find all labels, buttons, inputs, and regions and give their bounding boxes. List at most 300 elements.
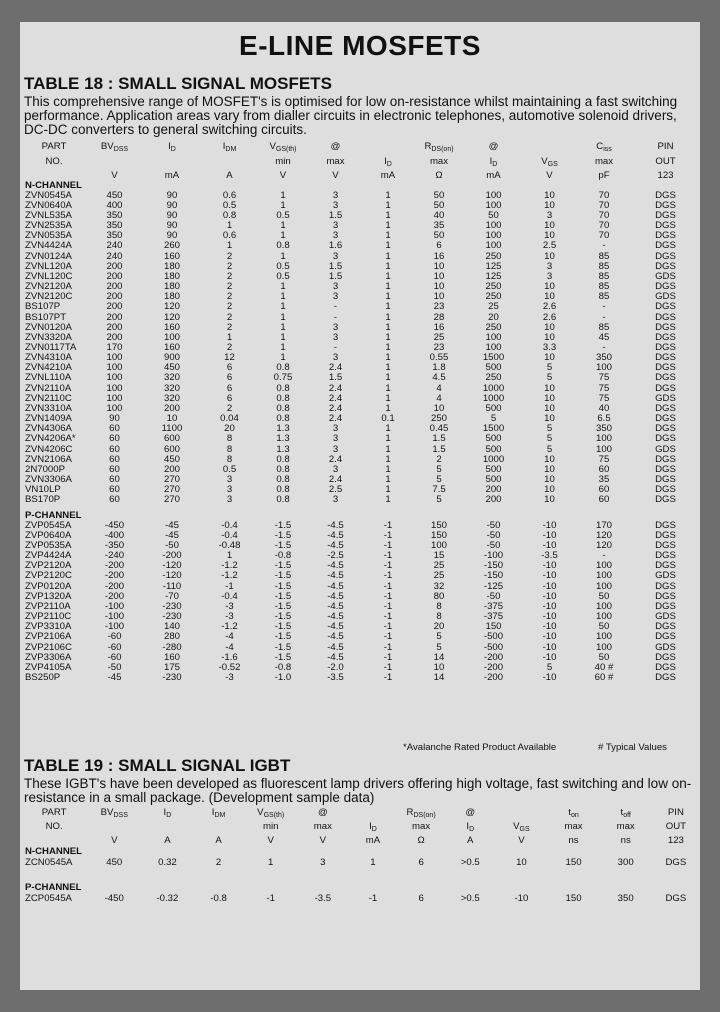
table-cell: -0.48 bbox=[218, 539, 241, 551]
table-cell: 3 bbox=[332, 494, 339, 506]
table-cell: -10 bbox=[542, 672, 557, 683]
table-cell: 1.5 bbox=[328, 270, 343, 282]
table-cell: 3.3 bbox=[542, 342, 557, 353]
table-cell: 2 bbox=[226, 270, 233, 282]
table-cell: -3 bbox=[225, 600, 234, 612]
table-cell: 100 bbox=[106, 402, 123, 414]
table-cell: DGS bbox=[655, 550, 676, 562]
table-cell: 100 bbox=[595, 631, 612, 643]
table-cell: 10 bbox=[544, 331, 555, 343]
table-cell: 90 bbox=[166, 220, 178, 232]
table-cell: 1 bbox=[280, 250, 286, 262]
table-cell: 10 bbox=[544, 392, 555, 404]
table-cell: V bbox=[111, 170, 118, 181]
table-cell: DGS bbox=[655, 661, 676, 673]
table-cell: -10 bbox=[514, 893, 529, 904]
table-cell: -125 bbox=[483, 580, 504, 592]
header-label: I bbox=[489, 155, 493, 167]
table-cell: 270 bbox=[163, 494, 180, 506]
table-cell: 0.8 bbox=[222, 209, 237, 221]
table-cell: 8 bbox=[226, 443, 233, 455]
table-cell: DGS bbox=[655, 321, 676, 333]
header-symbol: t bbox=[620, 807, 624, 818]
table-cell: 100 bbox=[106, 362, 123, 374]
table-cell: 10 bbox=[544, 352, 555, 364]
table-cell: ZVN2120C bbox=[25, 291, 73, 303]
header-cell bbox=[192, 821, 244, 835]
header-subscript: DSS bbox=[113, 812, 128, 819]
table-cell: 250 bbox=[485, 250, 502, 262]
table-cell: -350 bbox=[104, 539, 125, 551]
table-cell: 85 bbox=[598, 291, 610, 303]
table-cell: 60 bbox=[598, 484, 610, 496]
table-cell: 100 bbox=[430, 539, 447, 551]
header-symbol: t bbox=[568, 807, 571, 818]
section-label: N-CHANNEL bbox=[25, 846, 83, 857]
header-label: NO. bbox=[45, 821, 63, 832]
table-cell: ZVN0124A bbox=[25, 250, 72, 262]
table-cell: 60 bbox=[109, 453, 120, 465]
table-cell: ZVN4210A bbox=[25, 362, 72, 374]
table-cell: 1 bbox=[226, 240, 233, 252]
table-cell: 450 bbox=[106, 189, 123, 201]
header-label: I bbox=[369, 821, 372, 832]
table-cell: mA bbox=[380, 170, 396, 181]
table-cell: -1 bbox=[383, 560, 393, 572]
table-cell: -4.5 bbox=[327, 631, 344, 643]
table-cell: -10 bbox=[542, 631, 557, 643]
table-cell: mA bbox=[486, 170, 501, 181]
table-cell: 500 bbox=[485, 474, 502, 486]
table-cell: 1 bbox=[385, 484, 391, 496]
table-cell: -100 bbox=[104, 600, 125, 612]
table-cell: 2 bbox=[226, 301, 233, 313]
table-cell: ZVN4424A bbox=[25, 240, 72, 252]
table-cell: 10 bbox=[544, 281, 555, 293]
table-cell: -1 bbox=[383, 590, 393, 602]
header-cell bbox=[547, 821, 599, 835]
table-cell: 180 bbox=[163, 260, 180, 272]
header-symbol: @ bbox=[317, 807, 328, 818]
table-cell: 8 bbox=[436, 600, 442, 612]
table-cell: 100 bbox=[485, 220, 502, 232]
header-label: OUT bbox=[665, 821, 686, 832]
table-cell: -4.5 bbox=[327, 600, 344, 612]
header-cell bbox=[308, 155, 363, 170]
header-cell bbox=[258, 155, 308, 170]
table-cell: 0.8 bbox=[276, 413, 290, 425]
table-cell: 1 bbox=[280, 352, 286, 364]
header-cell bbox=[245, 807, 297, 821]
table-cell: 1 bbox=[226, 550, 233, 562]
table-cell: 1 bbox=[385, 281, 391, 293]
table-cell: 160 bbox=[163, 342, 180, 353]
header-cell bbox=[192, 807, 244, 821]
page-title: E-LINE MOSFETS bbox=[239, 30, 481, 61]
table-cell: 75 bbox=[598, 382, 610, 394]
table-cell: -0.8 bbox=[210, 893, 227, 904]
header-symbol: R bbox=[424, 141, 432, 152]
table-cell: 140 bbox=[163, 621, 180, 633]
header-cell bbox=[495, 821, 547, 835]
table-cell: -70 bbox=[165, 590, 179, 602]
table-cell: 60 bbox=[598, 494, 610, 506]
table-cell: 180 bbox=[163, 281, 180, 293]
table-cell: 500 bbox=[485, 433, 502, 445]
table-cell: 90 bbox=[166, 199, 178, 211]
table-cell: 20 bbox=[224, 423, 235, 435]
table-cell: -1 bbox=[383, 580, 393, 592]
table-cell: 1 bbox=[385, 250, 391, 262]
table-cell: DGS bbox=[665, 857, 687, 868]
header-label: max bbox=[594, 155, 614, 167]
table-cell: DGS bbox=[655, 463, 676, 475]
table-cell: DGS bbox=[655, 413, 676, 425]
table-cell: -200 bbox=[104, 570, 125, 582]
table-cell: 0.8 bbox=[276, 402, 290, 414]
header-cell bbox=[397, 807, 445, 821]
table-cell: ZVN1409A bbox=[25, 413, 72, 425]
table-cell: ZVN2110A bbox=[25, 382, 72, 394]
table-cell: 90 bbox=[109, 413, 120, 425]
table-cell: 85 bbox=[598, 270, 610, 282]
table-cell: DGS bbox=[655, 372, 676, 384]
table-cell: 6 bbox=[418, 857, 424, 868]
table-cell: 160 bbox=[163, 651, 180, 663]
table-cell: 3 bbox=[226, 494, 233, 506]
header-cell bbox=[631, 140, 700, 155]
table-cell: 0.55 bbox=[429, 352, 449, 364]
table-cell: 2 bbox=[226, 321, 233, 333]
table-cell: -100 bbox=[483, 550, 504, 562]
table-cell: 3 bbox=[546, 209, 553, 221]
table-cell: >0.5 bbox=[460, 893, 480, 904]
table-cell: 10 bbox=[433, 281, 445, 293]
header-cell bbox=[363, 155, 413, 170]
table-cell: 600 bbox=[163, 433, 180, 445]
table-cell: 1.3 bbox=[276, 423, 290, 435]
table-cell: GDS bbox=[655, 570, 676, 582]
table-cell: 2 bbox=[226, 260, 233, 272]
table19-body bbox=[22, 846, 700, 904]
table-cell: -240 bbox=[104, 550, 125, 562]
table-cell: DGS bbox=[655, 199, 676, 211]
table-cell: V bbox=[319, 835, 327, 846]
table-cell: -1.5 bbox=[274, 580, 292, 592]
table-cell: 70 bbox=[598, 230, 610, 242]
table-row bbox=[22, 292, 700, 302]
table-cell: - bbox=[602, 240, 606, 252]
table-cell: ZVP2120A bbox=[25, 560, 72, 572]
table-cell: ZVN4206C bbox=[25, 443, 73, 455]
table-cell: 10 bbox=[544, 291, 555, 303]
table-cell: 1 bbox=[385, 209, 391, 221]
header-label: max bbox=[616, 821, 635, 832]
table-cell: 1 bbox=[385, 291, 391, 303]
table-cell: 3 bbox=[332, 199, 339, 211]
table-cell: 2.4 bbox=[328, 392, 343, 404]
table-cell: V bbox=[279, 170, 287, 181]
header-symbol: PIN bbox=[667, 807, 684, 818]
table-cell: 10 bbox=[544, 474, 555, 486]
table-cell: -3 bbox=[225, 611, 234, 623]
table-cell: -100 bbox=[104, 611, 125, 623]
table-cell: -400 bbox=[104, 529, 125, 541]
table-cell: 100 bbox=[595, 641, 612, 653]
table-cell: 14 bbox=[433, 651, 445, 663]
table-cell: 85 bbox=[598, 321, 610, 333]
table-cell: ZVP4424A bbox=[25, 550, 72, 562]
table-cell: ZVN0535A bbox=[25, 230, 72, 242]
header-label: max bbox=[412, 821, 431, 832]
table-cell: 320 bbox=[163, 382, 180, 394]
table-cell: -1 bbox=[383, 651, 393, 663]
table-cell: 45 bbox=[598, 331, 610, 343]
table-cell: -4.5 bbox=[327, 611, 344, 623]
table-cell: 1 bbox=[268, 857, 274, 868]
table-cell: 1.5 bbox=[328, 209, 343, 221]
table-cell: 10 bbox=[544, 250, 555, 262]
table-cell: ZVN3306A bbox=[25, 474, 72, 486]
datasheet-page bbox=[20, 22, 700, 990]
header-cell bbox=[86, 807, 142, 821]
table-cell: ZVN0545A bbox=[25, 189, 72, 201]
table-cell: 3 bbox=[332, 423, 339, 435]
table-cell: 90 bbox=[166, 189, 178, 201]
table-cell: 100 bbox=[485, 189, 502, 201]
table-cell: VN10LP bbox=[25, 484, 61, 496]
table-cell: DGS bbox=[655, 189, 676, 201]
table-cell: 10 bbox=[166, 413, 178, 425]
table-cell: DGS bbox=[655, 250, 676, 262]
table-cell: DGS bbox=[655, 494, 676, 506]
table-cell: mA bbox=[164, 170, 180, 181]
table-cell: 2 bbox=[226, 291, 233, 303]
table-cell: 3 bbox=[332, 433, 339, 445]
table-cell: 3 bbox=[332, 189, 339, 201]
table-cell: V bbox=[267, 835, 274, 846]
table-cell: 240 bbox=[106, 250, 123, 262]
table18 bbox=[22, 140, 700, 683]
header-cell bbox=[522, 155, 577, 170]
table-cell: -1.5 bbox=[274, 641, 292, 653]
table-cell: 10 bbox=[433, 661, 445, 673]
table-cell: 100 bbox=[106, 382, 123, 394]
table-cell: 100 bbox=[485, 199, 502, 211]
table-cell: 5 bbox=[546, 372, 553, 384]
table-cell: 1 bbox=[385, 230, 391, 242]
table-cell: 1 bbox=[385, 199, 391, 211]
table-cell: 1 bbox=[385, 331, 391, 343]
footnote-typical: # Typical Values bbox=[598, 742, 667, 753]
table-cell: -1 bbox=[383, 641, 393, 653]
table-cell: ZVP2110A bbox=[25, 600, 71, 612]
table-cell: GDS bbox=[655, 641, 676, 653]
table-cell: 60 bbox=[109, 484, 120, 496]
table-cell: 1 bbox=[385, 463, 391, 475]
table-cell: 6 bbox=[226, 382, 233, 394]
table-cell: -4.5 bbox=[327, 519, 344, 531]
table-cell: A bbox=[164, 835, 171, 846]
table-cell: 1.5 bbox=[328, 260, 343, 272]
table-cell: -3 bbox=[225, 672, 234, 683]
table-cell: 1 bbox=[385, 352, 391, 364]
table-cell: -450 bbox=[104, 519, 125, 531]
table-cell: 1 bbox=[280, 342, 286, 353]
n-channel-section bbox=[22, 846, 700, 857]
table-cell: ns bbox=[568, 835, 579, 846]
table-cell: GDS bbox=[655, 291, 676, 303]
table-cell: 60 bbox=[109, 474, 120, 486]
table-cell: -10 bbox=[542, 580, 557, 592]
table-cell: -10 bbox=[542, 621, 557, 633]
table-cell: 200 bbox=[485, 494, 502, 506]
table-cell: 1 bbox=[385, 260, 391, 272]
header-label: min bbox=[262, 821, 279, 832]
table-cell: 0.5 bbox=[222, 199, 237, 211]
header-subscript: DM bbox=[214, 812, 226, 819]
table-cell: 3 bbox=[332, 291, 339, 303]
header-cell bbox=[142, 821, 192, 835]
table-cell: -200 bbox=[483, 672, 504, 683]
table-cell: 10 bbox=[433, 260, 445, 272]
header-row bbox=[22, 821, 700, 835]
table-cell: - bbox=[602, 550, 606, 562]
table-cell: DGS bbox=[665, 893, 687, 904]
table-cell: 200 bbox=[163, 463, 180, 475]
table-cell: 1 bbox=[385, 189, 391, 201]
table-cell: 350 bbox=[106, 230, 123, 242]
table-cell: 10 bbox=[433, 291, 445, 303]
header-subscript: GS bbox=[519, 826, 530, 833]
header-cell bbox=[465, 155, 522, 170]
table-cell: 10 bbox=[433, 402, 445, 414]
header-subscript: D bbox=[371, 826, 377, 833]
table-cell: -110 bbox=[162, 580, 182, 592]
section-spacer bbox=[22, 868, 700, 882]
header-symbol: I bbox=[168, 141, 171, 152]
table-cell: 125 bbox=[485, 260, 502, 272]
table-cell: - bbox=[333, 301, 338, 313]
table-cell: 160 bbox=[163, 321, 180, 333]
table-cell: 12 bbox=[224, 352, 235, 364]
table-cell: 240 bbox=[106, 240, 123, 252]
table-cell: DGS bbox=[655, 260, 676, 272]
table-cell: -4.5 bbox=[327, 560, 344, 572]
table-cell: -4.5 bbox=[327, 570, 344, 582]
header-cell bbox=[86, 155, 143, 170]
table-cell: 175 bbox=[163, 661, 180, 673]
table-cell: -200 bbox=[162, 550, 182, 562]
table-cell: -4.5 bbox=[327, 580, 344, 592]
table-cell: 0.6 bbox=[222, 230, 237, 242]
header-cell bbox=[143, 140, 201, 155]
table-cell: 2.4 bbox=[328, 362, 343, 374]
table-cell: 2 bbox=[226, 342, 233, 353]
header-cell bbox=[413, 140, 465, 155]
table-cell: DGS bbox=[655, 529, 676, 541]
table-cell: 100 bbox=[595, 611, 612, 623]
table-cell: 50 bbox=[598, 621, 610, 633]
header-cell bbox=[308, 140, 363, 155]
table-cell: 60 bbox=[109, 433, 120, 445]
table-cell: 1.3 bbox=[276, 433, 290, 445]
table-cell: 10 bbox=[544, 402, 555, 414]
header-cell bbox=[258, 140, 308, 155]
table-cell: -1.5 bbox=[274, 651, 292, 663]
table-cell: 0.8 bbox=[276, 463, 290, 475]
table-cell: V bbox=[332, 170, 339, 181]
header-label: max bbox=[564, 821, 583, 832]
header-cell bbox=[349, 807, 397, 821]
table-cell: -4.5 bbox=[327, 529, 344, 541]
table-cell: 100 bbox=[485, 331, 502, 343]
header-cell bbox=[363, 140, 413, 155]
table-cell: -1.5 bbox=[274, 590, 292, 602]
table-cell: -10 bbox=[542, 560, 557, 572]
table-cell: DGS bbox=[655, 281, 676, 293]
table-cell: 10 bbox=[544, 189, 555, 201]
table-cell: 20 bbox=[433, 621, 445, 633]
table-cell: 0.5 bbox=[276, 209, 290, 221]
header-row bbox=[22, 155, 700, 170]
table-cell: -1.5 bbox=[274, 570, 292, 582]
table-cell: 120 bbox=[163, 311, 180, 323]
table-cell: -1 bbox=[383, 529, 393, 541]
table-cell: -1 bbox=[266, 893, 275, 904]
table-cell: 32 bbox=[433, 580, 445, 592]
table18-body bbox=[22, 181, 700, 684]
header-subscript: DS(on) bbox=[413, 812, 436, 819]
table-cell: -150 bbox=[483, 560, 504, 572]
table-cell: GDS bbox=[655, 611, 676, 623]
table-cell: 1 bbox=[385, 342, 391, 353]
table-cell: 28 bbox=[433, 311, 445, 323]
header-cell bbox=[201, 155, 258, 170]
header-label: I bbox=[466, 821, 470, 832]
header-cell bbox=[86, 821, 142, 835]
header-symbol: R bbox=[406, 807, 414, 818]
table-row bbox=[22, 893, 700, 904]
table-cell: -50 bbox=[107, 661, 122, 673]
table-cell: -230 bbox=[162, 672, 182, 683]
header-cell bbox=[297, 821, 349, 835]
table-cell: 5 bbox=[546, 661, 553, 673]
table-cell: 60 bbox=[109, 463, 120, 475]
table-cell: 0.8 bbox=[276, 474, 290, 486]
table-cell: -1 bbox=[225, 580, 234, 592]
header-symbol: PART bbox=[41, 807, 67, 818]
table-cell: 100 bbox=[106, 352, 123, 364]
table-cell: 3 bbox=[332, 230, 339, 242]
table-cell: 250 bbox=[430, 413, 447, 425]
table-cell: 1 bbox=[280, 230, 286, 242]
table-cell: 1500 bbox=[482, 352, 505, 364]
header-subscript: D bbox=[492, 160, 498, 168]
table-cell: 16 bbox=[433, 321, 445, 333]
table18-description: This comprehensive range of MOSFET's is optimised for low on-resistance whilst maintaining a fast switching performance. Application areas vary from dialler circuits in electronic telephones, automotive solenoid drivers, DC-DC converters to general switching circuits. bbox=[24, 94, 678, 137]
table-cell: -60 bbox=[107, 641, 122, 653]
table-cell: 2 bbox=[436, 453, 442, 465]
table-cell: GDS bbox=[655, 443, 676, 455]
table-cell: -200 bbox=[104, 590, 125, 602]
table-cell: BS107P bbox=[25, 301, 61, 313]
table-cell: 320 bbox=[163, 372, 180, 384]
header-subscript: GS(th) bbox=[263, 812, 285, 819]
table-cell: V bbox=[546, 170, 553, 181]
table-cell: 500 bbox=[485, 463, 502, 475]
header-cell bbox=[465, 140, 522, 155]
